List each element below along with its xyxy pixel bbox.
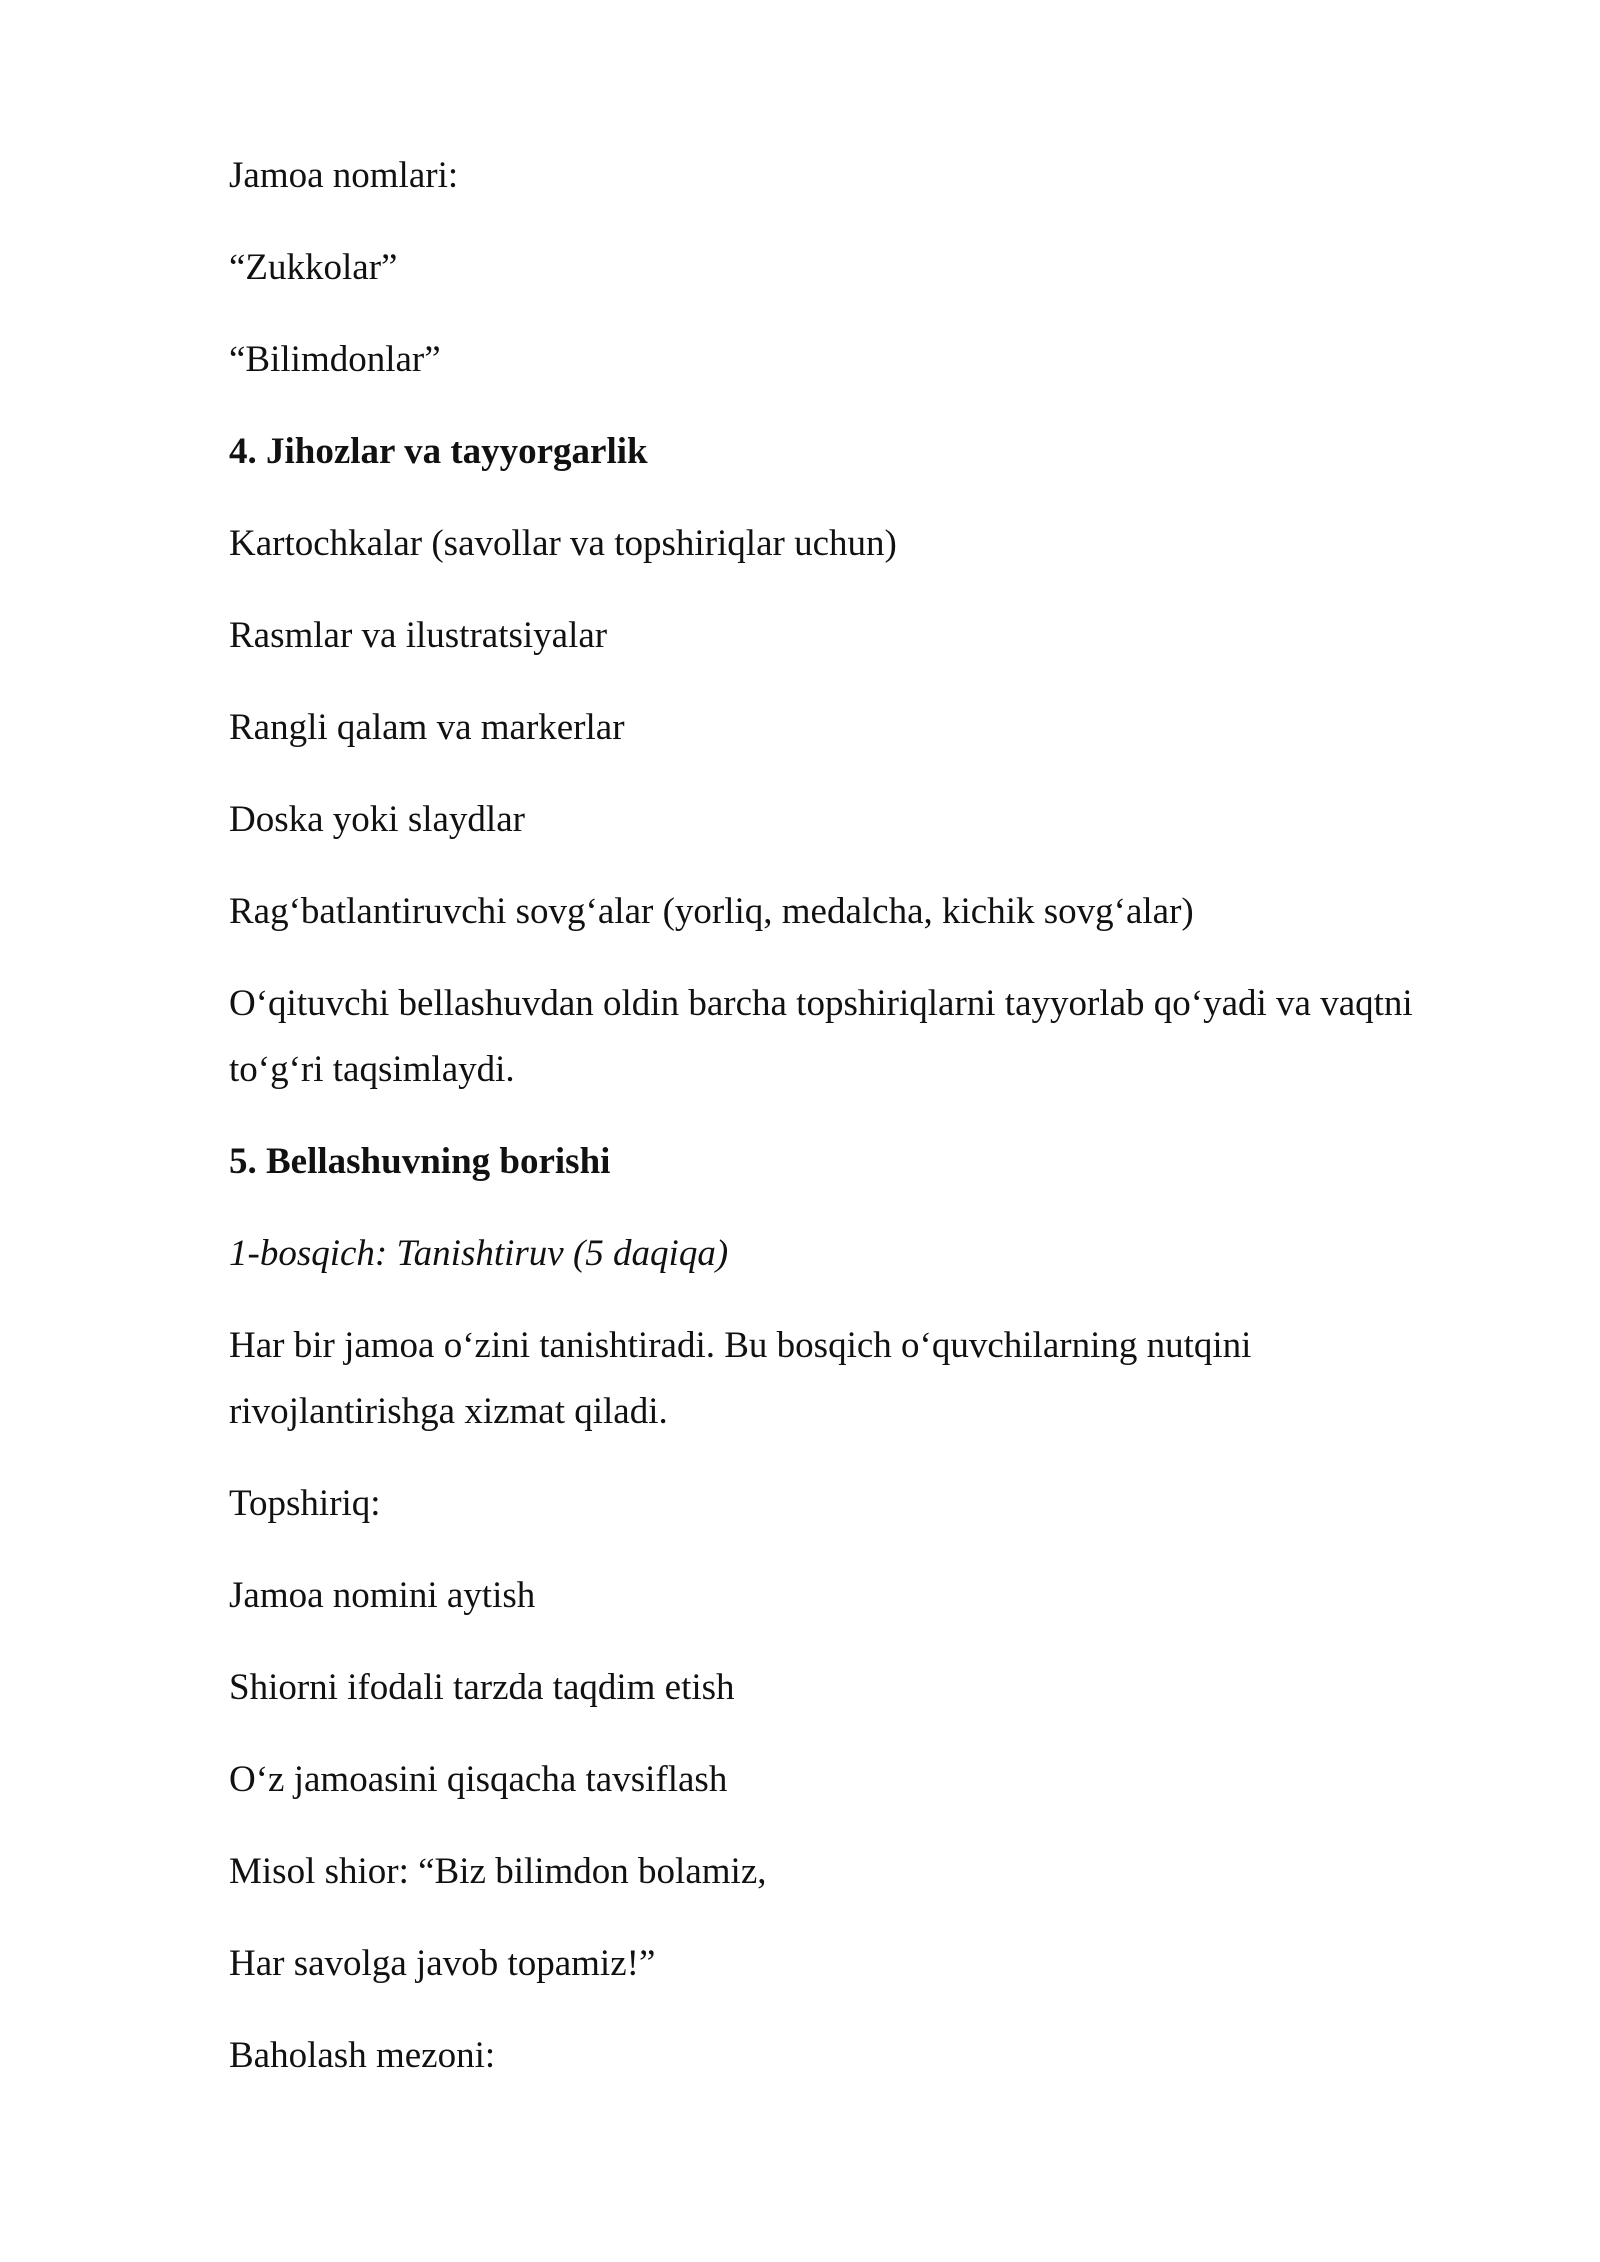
text-line: Kartochkalar (savollar va topshiriqlar uchun): [229, 523, 897, 564]
text-line: O‘z jamoasini qisqacha tavsiflash: [229, 1759, 728, 1800]
text-line: Rag‘batlantiruvchi sovg‘alar (yorliq, medalcha, kichik sovg‘alar): [229, 891, 1194, 932]
text-line: Doska yoki slaydlar: [229, 799, 525, 840]
stage-heading: 1-bosqich: Tanishtiruv (5 daqiqa): [229, 1233, 729, 1274]
text-line: Jamoa nomlari:: [229, 155, 459, 196]
text-line: Jamoa nomini aytish: [229, 1575, 536, 1616]
text-line: rivojlantirishga xizmat qiladi.: [229, 1391, 668, 1432]
text-line: Har savolga javob topamiz!”: [229, 1943, 656, 1984]
text-line: Topshiriq:: [229, 1483, 381, 1524]
text-line: Misol shior: “Biz bilimdon bolamiz,: [229, 1851, 767, 1892]
text-line: “Bilimdonlar”: [229, 339, 441, 380]
text-line: O‘qituvchi bellashuvdan oldin barcha topshiriqlarni tayyorlab qo‘yadi va vaqtni: [229, 983, 1413, 1024]
text-line: Baholash mezoni:: [229, 2035, 496, 2076]
text-line: Rasmlar va ilustratsiyalar: [229, 615, 608, 656]
text-line: Shiorni ifodali tarzda taqdim etish: [229, 1667, 735, 1708]
section-heading: 5. Bellashuvning borishi: [229, 1141, 611, 1182]
text-line: Har bir jamoa o‘zini tanishtiradi. Bu bosqich o‘quvchilarning nutqini: [229, 1325, 1252, 1366]
text-line: Rangli qalam va markerlar: [229, 707, 625, 748]
text-line: “Zukkolar”: [229, 247, 398, 288]
text-line: to‘g‘ri taqsimlaydi.: [229, 1049, 515, 1090]
section-heading: 4. Jihozlar va tayyorgarlik: [229, 431, 648, 472]
